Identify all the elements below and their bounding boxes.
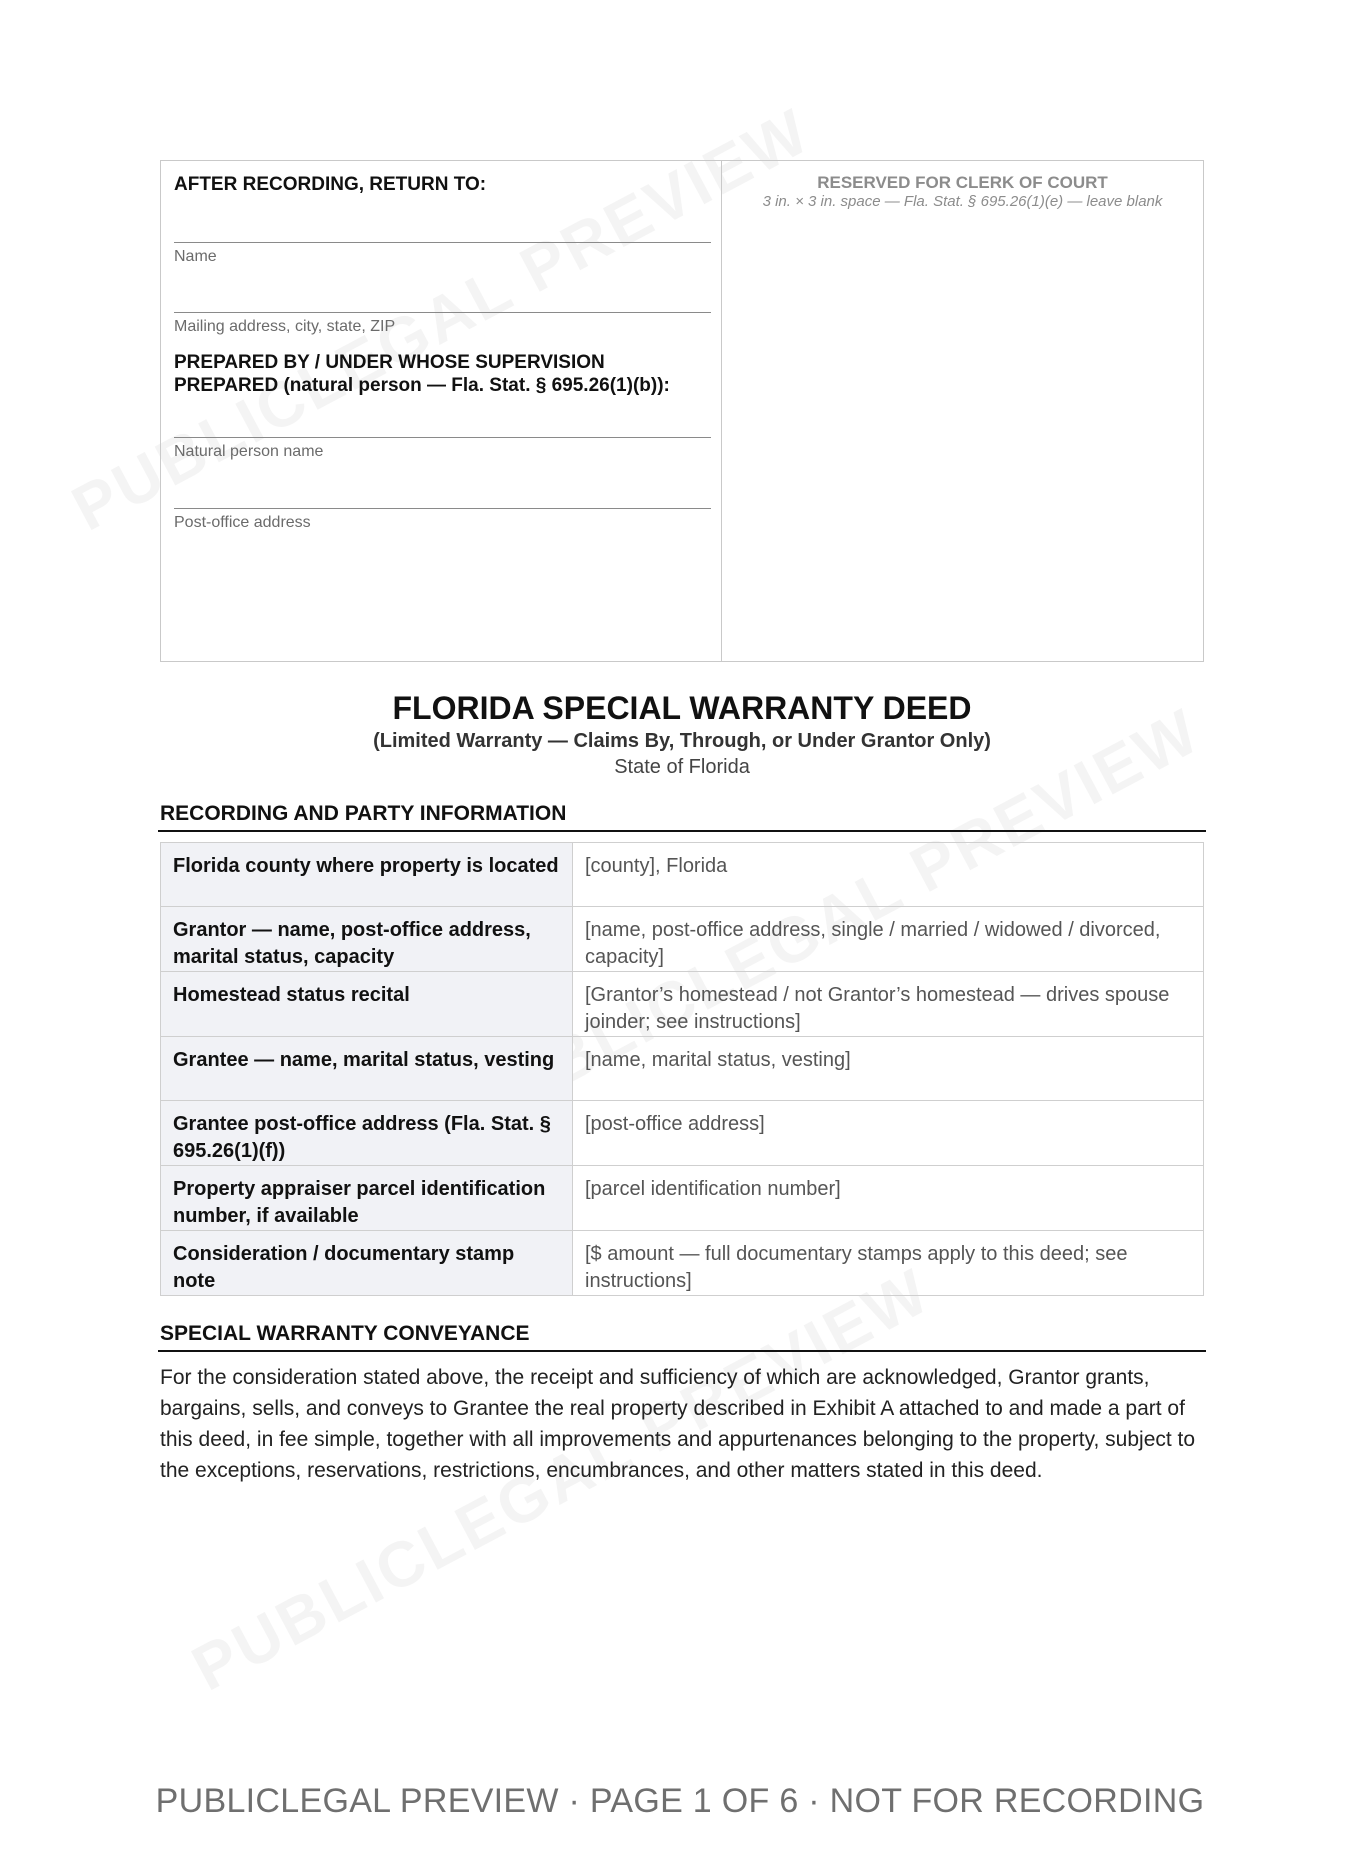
- return-to-panel: [161, 161, 722, 661]
- recording-section-heading: RECORDING AND PARTY INFORMATION: [158, 802, 1206, 832]
- row-value: [$ amount — full documentary stamps apply to this deed; see instructions]: [573, 1231, 1204, 1296]
- deed-subtitle: (Limited Warranty — Claims By, Through, or Under Grantor Only): [373, 730, 991, 752]
- prepared-by-label: PREPARED BY / UNDER WHOSE SUPERVISION PREPARED (natural person — Fla. Stat. § 695.26(1)(b)):: [174, 352, 670, 396]
- recording-header-box: [160, 160, 1204, 662]
- return-to-label: AFTER RECORDING, RETURN TO:: [174, 174, 487, 195]
- table-row: [161, 907, 1204, 972]
- clerk-reserved-title: RESERVED FOR CLERK OF COURT: [817, 173, 1108, 192]
- page-footer: PUBLICLEGAL PREVIEW · PAGE 1 OF 6 · NOT FOR RECORDING: [155, 1782, 1205, 1820]
- return-mailing-line: [174, 267, 711, 313]
- row-value: [county], Florida: [573, 843, 1204, 907]
- return-name-caption: Name: [174, 248, 217, 265]
- row-label: Grantee post-office address (Fla. Stat. § 695.26(1)(f)): [161, 1101, 573, 1166]
- preparer-name-line: [174, 397, 711, 438]
- return-mailing-caption: Mailing address, city, state, ZIP: [174, 318, 396, 335]
- clerk-reserved-note: 3 in. × 3 in. space — Fla. Stat. § 695.26(1)(e) — leave blank: [762, 193, 1163, 210]
- deed-state: State of Florida: [614, 756, 750, 778]
- conveyance-paragraph: For the consideration stated above, the receipt and sufficiency of which are acknowledged, Grantor grants, bargains, sells, and conveys to Grantee the real property described in Exhibit A attached to and made a part of this deed, in fee simple, together with all improvements and appurtenances belonging to the property, subject to the exceptions, reservations, restrictions, encumbrances, and other matters stated in this deed.: [160, 1366, 1196, 1482]
- table-row: [161, 1037, 1204, 1101]
- clerk-reserved-panel: [722, 161, 1203, 661]
- table-row: [161, 1166, 1204, 1231]
- table-row: [161, 972, 1204, 1037]
- table-row: [161, 1231, 1204, 1296]
- return-name-line: [174, 196, 711, 243]
- row-label: Florida county where property is located: [161, 843, 573, 907]
- conveyance-section-heading: SPECIAL WARRANTY CONVEYANCE: [158, 1322, 1206, 1352]
- party-info-table: [160, 842, 1204, 1296]
- deed-page: [160, 160, 1204, 1486]
- preparer-name-caption: Natural person name: [174, 443, 324, 460]
- row-value: [parcel identification number]: [573, 1166, 1204, 1231]
- row-label: Grantor — name, post-office address, marital status, capacity: [161, 907, 573, 972]
- row-value: [Grantor’s homestead / not Grantor’s homestead — drives spouse joinder; see instructions]: [573, 972, 1204, 1037]
- preparer-address-line: [174, 462, 711, 509]
- table-row: [161, 843, 1204, 907]
- row-label: Consideration / documentary stamp note: [161, 1231, 573, 1296]
- deed-title: FLORIDA SPECIAL WARRANTY DEED: [392, 690, 972, 726]
- row-value: [name, marital status, vesting]: [573, 1037, 1204, 1101]
- row-label: Property appraiser parcel identification number, if available: [161, 1166, 573, 1231]
- preparer-address-caption: Post-office address: [174, 514, 311, 531]
- row-value: [post-office address]: [573, 1101, 1204, 1166]
- deed-title-block: [160, 690, 1204, 780]
- row-value: [name, post-office address, single / married / widowed / divorced, capacity]: [573, 907, 1204, 972]
- row-label: Grantee — name, marital status, vesting: [161, 1037, 573, 1101]
- table-row: [161, 1101, 1204, 1166]
- row-label: Homestead status recital: [161, 972, 573, 1037]
